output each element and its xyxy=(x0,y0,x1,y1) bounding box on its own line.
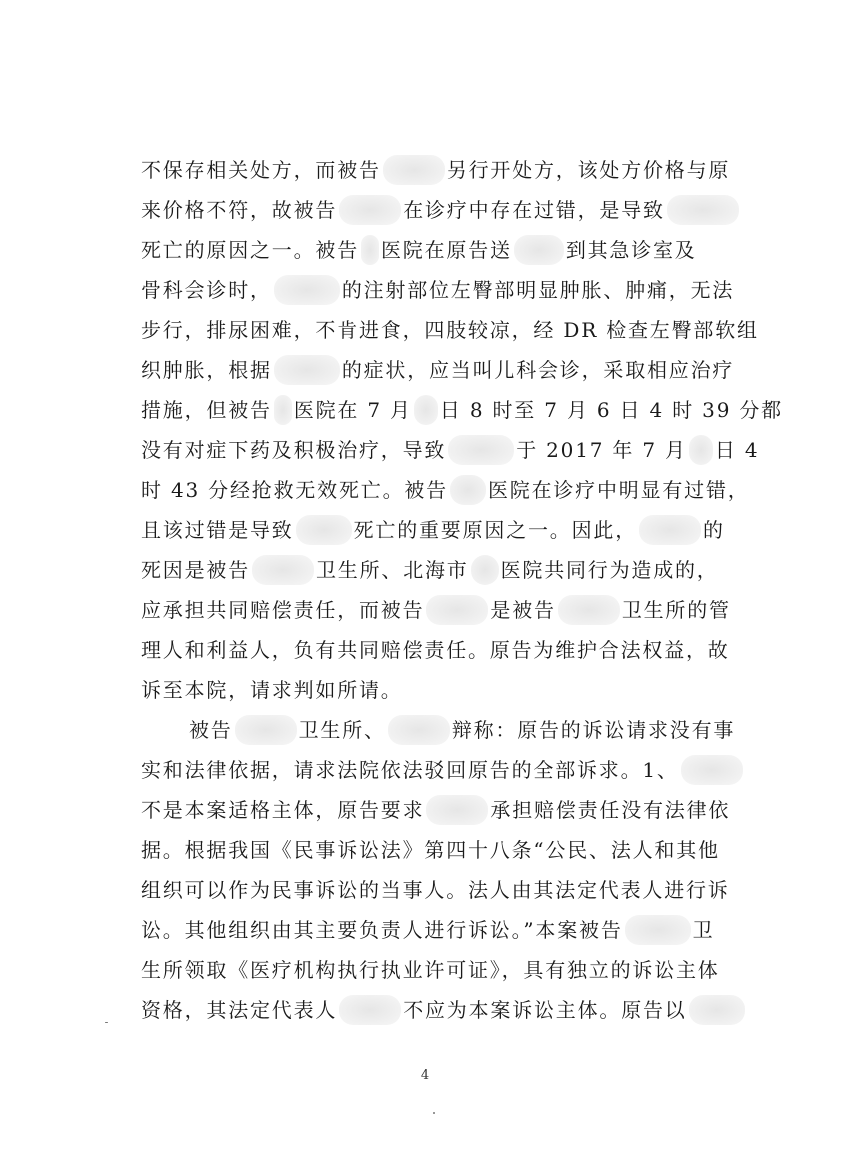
redaction-mark xyxy=(448,435,514,465)
text-line xyxy=(141,590,761,630)
text-run: 时 43 分经抢救无效死亡。被告 xyxy=(141,478,448,502)
text-line xyxy=(141,310,761,350)
text-run: 医院在原告送 xyxy=(381,238,512,262)
redaction-mark xyxy=(558,595,620,625)
redaction-mark xyxy=(339,195,401,225)
text-line xyxy=(141,230,761,270)
text-line xyxy=(141,830,761,870)
text-run: 骨科会诊时， xyxy=(141,278,272,302)
redaction-mark xyxy=(274,395,292,425)
text-line xyxy=(141,550,761,590)
redaction-mark xyxy=(471,555,499,585)
text-run: 实和法律依据，请求法院依法驳回原告的全部诉求。1、 xyxy=(141,758,679,782)
text-run: 资格，其法定代表人 xyxy=(141,998,338,1022)
text-line xyxy=(141,630,761,670)
text-line xyxy=(141,750,761,790)
text-run: 讼。其他组织由其主要负责人进行诉讼。”本案被告 xyxy=(141,918,623,942)
text-run: 医院共同行为造成的， xyxy=(500,558,719,582)
text-run: 卫生所、北海市 xyxy=(316,558,469,582)
text-run: 且该过错是导致 xyxy=(141,518,294,542)
text-run: 来价格不符，故被告 xyxy=(141,198,338,222)
text-line xyxy=(141,990,761,1030)
text-line xyxy=(141,910,761,950)
redaction-mark xyxy=(414,395,438,425)
redaction-mark xyxy=(426,595,488,625)
text-run: 的 xyxy=(703,518,725,542)
text-run: 日 4 xyxy=(714,438,760,462)
text-run: 的注射部位左臀部明显肿胀、肿痛，无法 xyxy=(341,278,735,302)
text-run: 承担赔偿责任没有法律依 xyxy=(490,798,731,822)
judgment-text-body xyxy=(141,150,783,1030)
text-run: 到其急诊室及 xyxy=(565,238,697,262)
text-run: 应承担共同赔偿责任，而被告 xyxy=(141,598,425,622)
redaction-mark xyxy=(296,515,352,545)
text-run: 卫生所、 xyxy=(298,718,386,742)
scan-speck xyxy=(105,1022,108,1023)
redaction-mark xyxy=(426,795,488,825)
text-run: 步行，排尿困难，不肯进食，四肢较凉，经 DR 检查左臀部软组 xyxy=(141,318,759,342)
text-run: 没有对症下药及积极治疗，导致 xyxy=(141,438,447,462)
text-run: 织肿胀，根据 xyxy=(141,358,272,382)
text-run: 在诊疗中存在过错，是导致 xyxy=(403,198,665,222)
text-run: 不应为本案诉讼主体。原告以 xyxy=(403,998,687,1022)
text-run: 诉至本院，请求判如所请。 xyxy=(141,678,403,702)
redaction-mark xyxy=(235,715,297,745)
text-run: 医院在 7 月 xyxy=(293,398,412,422)
text-run: 死亡的重要原因之一。因此， xyxy=(353,518,638,542)
redaction-mark xyxy=(681,755,743,785)
scan-speck xyxy=(433,1112,435,1114)
text-line xyxy=(141,470,761,510)
text-run: 是被告 xyxy=(490,598,556,622)
text-run: 卫 xyxy=(692,918,715,942)
redaction-mark xyxy=(450,475,486,505)
text-line xyxy=(141,790,761,830)
text-line xyxy=(141,190,761,230)
redaction-mark xyxy=(274,275,340,305)
text-line xyxy=(141,950,761,990)
text-run: 另行开处方，该处方价格与原 xyxy=(446,158,731,182)
redaction-mark xyxy=(689,435,713,465)
text-run: 据。根据我国《民事诉讼法》第四十八条“公民、法人和其他 xyxy=(141,838,720,862)
text-line xyxy=(141,350,761,390)
redaction-mark xyxy=(667,195,739,225)
text-line xyxy=(141,430,761,470)
text-line xyxy=(141,870,761,910)
text-run: 死因是被告 xyxy=(141,558,250,582)
redaction-mark xyxy=(339,995,401,1025)
text-run: 被告 xyxy=(189,718,233,742)
text-line xyxy=(141,390,783,430)
text-run: 理人和利益人，负有共同赔偿责任。原告为维护合法权益，故 xyxy=(141,638,730,662)
redaction-mark xyxy=(274,355,340,385)
text-run: 卫生所的管 xyxy=(621,598,731,622)
text-line xyxy=(141,150,761,190)
redaction-mark xyxy=(361,235,379,265)
page-number: 4 xyxy=(420,1068,430,1083)
redaction-mark xyxy=(689,995,745,1025)
redaction-mark xyxy=(388,715,450,745)
text-run: 的症状，应当叫儿科会诊，采取相应治疗 xyxy=(341,358,735,382)
text-run: 生所领取《医疗机构执行执业许可证》，具有独立的诉讼主体 xyxy=(141,958,720,982)
redaction-mark xyxy=(383,155,445,185)
text-line xyxy=(141,710,761,750)
text-line xyxy=(141,510,761,550)
redaction-mark xyxy=(514,235,564,265)
text-run: 组织可以作为民事诉讼的当事人。法人由其法定代表人进行诉 xyxy=(141,878,730,902)
redaction-mark xyxy=(639,515,701,545)
text-run: 辩称：原告的诉讼请求没有事 xyxy=(451,718,736,742)
text-run: 措施，但被告 xyxy=(141,398,272,422)
text-line xyxy=(141,670,761,710)
redaction-mark xyxy=(625,915,691,945)
text-run: 于 2017 年 7 月 xyxy=(516,438,687,462)
text-run: 日 8 时至 7 月 6 日 4 时 39 分都 xyxy=(439,398,783,422)
text-run: 不保存相关处方，而被告 xyxy=(141,158,381,182)
redaction-mark xyxy=(252,555,314,585)
text-run: 医院在诊疗中明显有过错， xyxy=(487,478,750,502)
text-line xyxy=(141,270,761,310)
text-run: 不是本案适格主体，原告要求 xyxy=(141,798,425,822)
text-run: 死亡的原因之一。被告 xyxy=(141,238,359,262)
